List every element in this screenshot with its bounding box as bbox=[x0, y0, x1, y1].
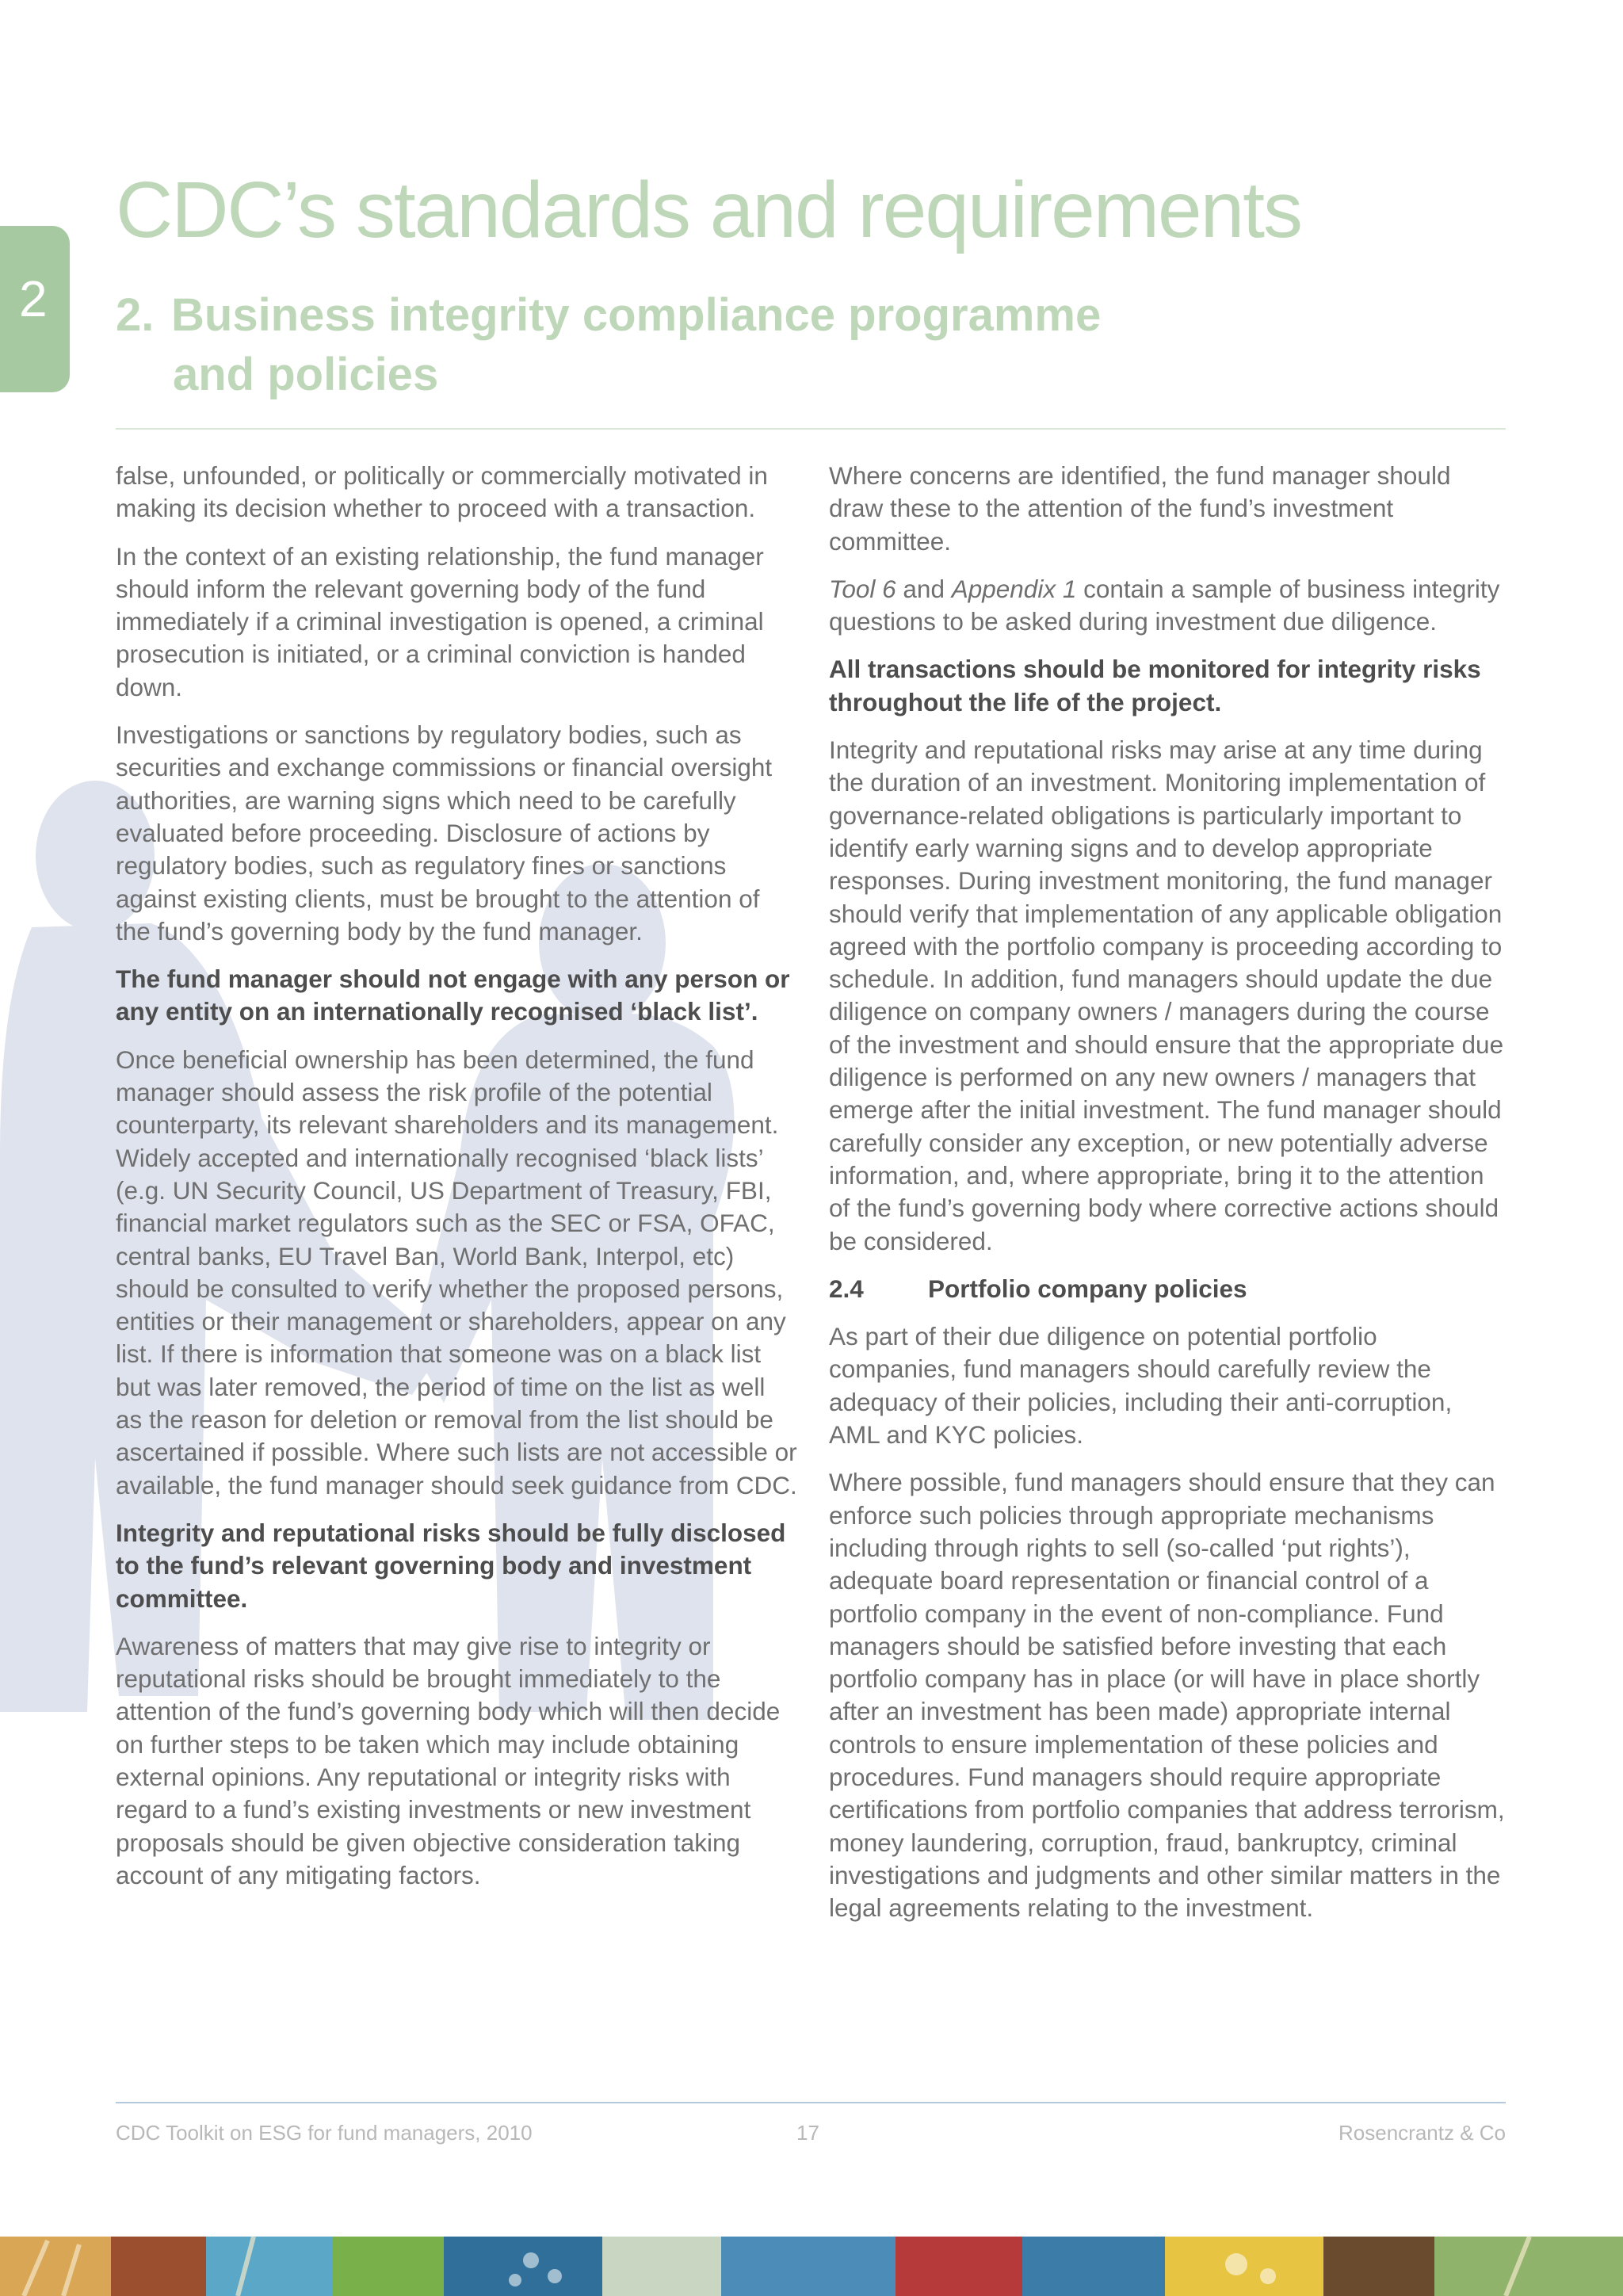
right-column bbox=[829, 460, 1507, 1939]
section-title-line2: and policies bbox=[173, 349, 439, 400]
text-span: contain a sample of business integrity questions to be asked during investment due diligence. bbox=[829, 574, 1500, 636]
paragraph: In the context of an existing relationship, the fund manager should inform the relevant governing body of the fund immediately if a criminal investigation is opened, a criminal prosecution is initiated, or a criminal conviction is handed down. bbox=[116, 541, 764, 701]
chapter-number: 2 bbox=[19, 270, 48, 327]
paragraph: Where concerns are identified, the fund manager should draw these to the attention of the fund’s investment committee. bbox=[829, 461, 1451, 556]
left-column bbox=[116, 460, 797, 1907]
footer-author: Rosencrantz & Co bbox=[1338, 2121, 1506, 2145]
section-title-line1: Business integrity compliance programme bbox=[171, 289, 1102, 341]
bold-statement: Integrity and reputational risks should be fully disclosed to the fund’s relevant governing body and investment committee. bbox=[116, 1518, 786, 1613]
decorative-banner-image bbox=[0, 2237, 1623, 2296]
subsection-title: Portfolio company policies bbox=[928, 1274, 1247, 1303]
page-title: CDC’s standards and requirements bbox=[116, 166, 1302, 254]
page-number: 17 bbox=[796, 2121, 819, 2145]
paragraph: Integrity and reputational risks may arise at any time during the duration of an investment. Monitoring implementation of governance-related obligations is particularly important to identify early warning signs and to develop appropriate responses. During investment monitoring, the fund manager should verify that implementation of any applicable obligation agreed with the portfolio company is proceeding according to schedule. In addition, fund managers should update the due diligence on company owners / managers during the course of the investment and should ensure that the appropriate due diligence is performed on any new owners / managers that emerge after the initial investment. The fund manager should carefully consider any exception, or new potentially adverse information, and, where appropriate, bring it to the attention of the fund’s governing body where corrective actions should be considered. bbox=[829, 735, 1504, 1255]
section-title bbox=[116, 285, 1101, 404]
header-divider bbox=[116, 428, 1506, 430]
bold-statement: The fund manager should not engage with any person or any entity on an internationally recognised ‘black list’. bbox=[116, 965, 790, 1026]
subsection-heading bbox=[829, 1273, 1507, 1305]
footer-divider bbox=[116, 2102, 1506, 2103]
text-span: and bbox=[896, 574, 952, 603]
section-number: 2. bbox=[116, 289, 155, 341]
tool-reference: Tool 6 bbox=[829, 574, 896, 603]
subsection-number: 2.4 bbox=[829, 1274, 864, 1303]
footer-publication: CDC Toolkit on ESG for fund managers, 2010 bbox=[116, 2121, 533, 2145]
paragraph bbox=[829, 573, 1507, 639]
paragraph: Investigations or sanctions by regulatory bodies, such as securities and exchange commissions or financial oversight authorities, are warning signs which need to be carefully evaluated before proceeding. Disclosure of actions by regulatory bodies, such as regulatory fines or sanctions against existing clients, must be brought to the attention of the fund’s governing body by the fund manager. bbox=[116, 720, 773, 946]
bold-statement: All transactions should be monitored for integrity risks throughout the life of the project. bbox=[829, 655, 1481, 716]
paragraph: Once beneficial ownership has been determined, the fund manager should assess the risk profile of the potential counterparty, its relevant shareholders and its management. Widely accepted and internationally recognised ‘black lists’ (e.g. UN Security Council, US Department of Treasury, FBI, financial market regulators such as the SEC or FSA, OFAC, central banks, EU Travel Ban, World Bank, Interpol, etc) should be consulted to verify whether the proposed persons, entities or their management or shareholders, appear on any list. If there is information that someone was on a black list but was later removed, the period of time on the list as well as the reason for deletion or removal from the list should be ascertained if possible. Where such lists are not accessible or available, the fund manager should seek guidance from CDC. bbox=[116, 1045, 797, 1499]
paragraph: false, unfounded, or politically or commercially motivated in making its decision whether to proceed with a transaction. bbox=[116, 461, 768, 523]
paragraph: Where possible, fund managers should ensure that they can enforce such policies through appropriate mechanisms including through rights to sell (so-called ‘put rights’), adequate board representation or financial control of a portfolio company in the event of non-compliance. Fund managers should be satisfied before investing that each portfolio company has in place (or will have in place shortly after an investment has been made) appropriate internal controls to ensure implementation of these policies and procedures. Fund managers should require appropriate certifications from portfolio companies that address terrorism, money laundering, corruption, fraud, bankruptcy, criminal investigations and judgments and other similar matters in the legal agreements relating to the investment. bbox=[829, 1468, 1505, 1923]
appendix-reference: Appendix 1 bbox=[951, 574, 1077, 603]
paragraph: As part of their due diligence on potential portfolio companies, fund managers should carefully review the adequacy of their policies, including their anti-corruption, AML and KYC policies. bbox=[829, 1322, 1453, 1450]
paragraph: Awareness of matters that may give rise to integrity or reputational risks should be brought immediately to the attention of the fund’s governing body which will then decide on further steps to be taken which may include obtaining external opinions. Any reputational or integrity risks with regard to a fund’s existing investments or new investment proposals should be given objective consideration taking account of any mitigating factors. bbox=[116, 1631, 781, 1889]
